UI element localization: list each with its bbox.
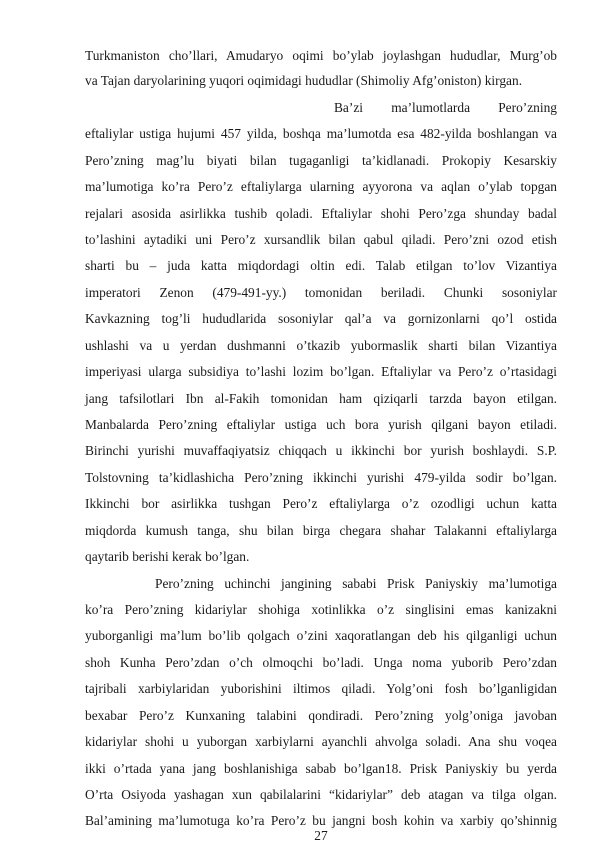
text-line: bexabar Pero’z Kunxaning talabini qondiradi. Pero’zning yolg’oniga javoban [85,708,557,723]
text-line: rejalari asosida asirlikka tushib qoladi. Eftaliylar shohi Pero’zga shunday badal [85,206,557,221]
text-line: imperiyasi ularga subsidiya to’lashi lozim bo’lgan. Eftaliylar va Pero’z o’rtasidagi [85,364,557,379]
text-line: ko’ra Pero’zning kidariylar shohiga xotinlikka o’z singlisini emas kanizakni [85,602,557,617]
text-line: Bal’amining ma’lumotuga ko’ra Pero’z bu jangni bosh kohin va xarbiy qo’shinnig [85,813,557,828]
text-line: eftaliylar ustiga hujumi 457 yilda, boshqa ma’lumotda esa 482-yilda boshlangan va [85,126,557,141]
text-line: ikki o’rtada yana jang boshlanishiga sabab bo’lgan18. Prisk Paniyskiy bu yerda [85,761,557,776]
text-line: Kavkazning tog’li hududlarida sosoniylar qal’a va gornizonlarni qo’l ostida [85,311,557,326]
text-line: Manbalarda Pero’zning eftaliylar ustiga uch bora yurish qilgani bayon etiladi. [85,417,557,432]
text-line: ushlashi va u yerdan dushmanni o’tkazib yubormaslik sharti bilan Vizantiya [85,338,557,353]
text-line: Ikkinchi bor asirlikka tushgan Pero’z eftaliylarga o’z ozodligi uchun katta [85,496,557,511]
text-line: Pero’zning mag’lu biyati bilan tugaganligi ta’kidlanadi. Prokopiy Kesarskiy [85,153,557,168]
text-line: kidariylar shohi u yuborgan xarbiylarni ayanchli ahvolga soladi. Ana shu voqea [85,734,557,749]
text-line: O’rta Osiyoda yashagan xun qabilalarini “kidariylar” deb atagan va tilga olgan. [85,787,557,802]
text-line: Turkmaniston cho’llari, Amudaryo oqimi bo’ylab joylashgan hududlar, Murg’ob [85,48,557,63]
paragraph-start-line: Ba’zi ma’lumotlarda Pero’zning [334,100,557,115]
paragraph-start-line: Pero’zning uchinchi jangining sababi Prisk Paniyskiy ma’lumotiga [155,576,557,591]
text-line: ma’lumotiga ko’ra Pero’z eftaliylarga ularning ayyorona va aqlan o’ylab topgan [85,179,557,194]
text-line: shoh Kunha Pero’zdan o’ch olmoqchi bo’ladi. Unga noma yuborib Pero’zdan [85,655,557,670]
text-line: imperatori Zenon (479-491-yy.) tomonidan beriladi. Chunki sosoniylar [85,285,557,300]
text-line: Birinchi yurishi muvaffaqiyatsiz chiqqach u ikkinchi bor yurish boshlaydi. S.P. [85,443,557,458]
text-line: to’lashini aytadiki uni Pero’z xursandlik bilan qabul qiladi. Pero’zni ozod etish [85,232,557,247]
text-line: miqdorda kumush tanga, shu bilan birga chegara shahar Talakanni eftaliylarga [85,523,557,538]
text-line: sharti bu – juda katta miqdordagi oltin edi. Talab etilgan to’lov Vizantiya [85,258,557,273]
text-line: jang tafsilotlari Ibn al-Fakih tomonidan ham qiziqarli tarzda bayon etilgan. [85,391,557,406]
text-line: Tolstovning ta’kidlashicha Pero’zning ikkinchi yurishi 479-yilda sodir bo’lgan. [85,470,557,485]
text-line: va Tajan daryolarining yuqori oqimidagi hududlar (Shimoliy Afg’oniston) kirgan. [85,73,523,88]
text-line: tajribali xarbiylaridan yuborishini iltimos qiladi. Yolg’oni fosh bo’lganligidan [85,681,557,696]
page-number: 27 [314,828,328,843]
text-line: yuborganligi ma’lum bo’lib qolgach o’zini xaqoratlangan deb his qilganligi uchun [85,628,557,643]
text-line: qaytarib berishi kerak bo’lgan. [85,549,250,564]
